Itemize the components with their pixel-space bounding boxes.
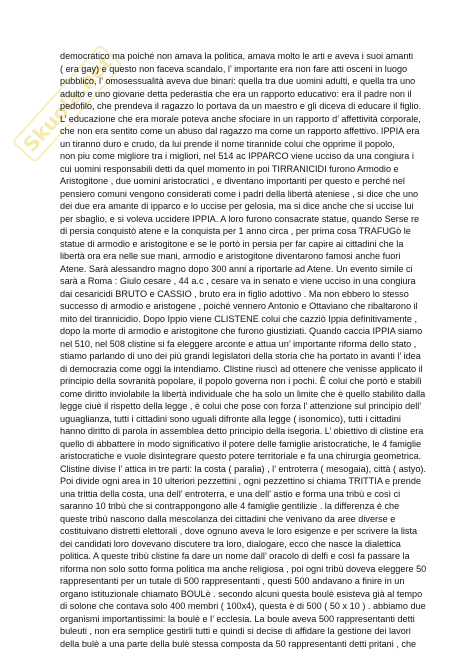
text-line: Aristogitone , due uomini aristocratici , e diventano importanti per questo e perché nel <box>60 176 405 186</box>
text-line: pubblico, l’ omosessualità aveva due binari: quella tra due uomini adulti, e quella tra uno <box>60 76 416 86</box>
text-line: hanno diritto di parola in assemblea detto principio della isegoria. L’ obiettivo di clistine era <box>60 426 424 436</box>
text-line: riforma non solo sotto forma politica ma anche religiosa , poi ogni tribù doveva eleggere 50 <box>60 563 427 574</box>
text-line: di democrazia come oggi la intendiamo. Clistine riuscì ad ottenere che venisse applicato il <box>60 363 423 374</box>
text-line: di persia conquistò atene e la conquista per 1 anno circa , per prima cosa TRAFUGò le <box>60 226 411 236</box>
text-line: della bulè a una parte della bulè stessa composta da 50 rappresentanti detti pritani , che <box>60 638 417 649</box>
text-line: sarà a Roma : Giulo cesare , 44 a.c , cesare va in senato e viene ucciso in una congiura <box>60 276 416 286</box>
text-line: dei due era amante di ipparco e lo uccise per gelosia, ma si dice anche che si uccise lui <box>60 201 414 211</box>
text-line: mito del tirannicidio. Dopo Ippio viene CLISTENE colui che cazziò Ippia definitivamente , <box>60 313 418 324</box>
text-line: dei candidati loro dovevano discutere tra loro, dialogare, ecco che nasce la dialettica <box>60 538 401 549</box>
text-line: Poi divide ogni area in 10 ulteriori pezzettini , ogni pezzettino si chiama TRITTIA e prende <box>60 476 421 486</box>
text-line: saranno 10 tribù che si contrappongono alle 4 famiglie gentilizie . la differenza è che <box>60 501 400 511</box>
text-line: costituivano distretti elettorali , dove ognuno aveva le loro esigenze e per scrivere la lista <box>60 526 418 536</box>
text-line: Atene. Sarà alessandro magno dopo 300 anni a riportarle ad Atene. Un evento simile ci <box>60 263 413 274</box>
text-line: adulto e uno giovane detta pederastia che era un rapporto educativo: era il padre non il <box>60 88 412 99</box>
text-line: L’ educazione che era morale poteva anche sfociare in un rapporto d’ affettività corporale, <box>60 113 421 124</box>
text-line: per sbaglio, e si voleva uccidere IPPIA. A loro furono consacrate statue, quando Serse re <box>60 213 420 224</box>
text-line: nel 510, nel 508 clistine si fa eleggere arconte e attua un’ importante riforma dello stato , <box>60 338 417 349</box>
text-line: rappresentanti per un tutale di 500 rappresentanti , questi 500 andavano a finire in un <box>60 576 405 586</box>
text-line: quello di abbattere in modo significativo il potere delle famiglie aristocratiche, le 4 famiglie <box>60 438 422 449</box>
text-line: uguaglianza, tutti i cittadini sono uguali difronte alla legge ( isonomico), tutti i cittadini <box>60 413 401 424</box>
svg-text:Skuola.net: Skuola.net <box>18 50 117 157</box>
text-line: cui uomini responsabili detti da quel momento in poi TIRRANICIDI furono Armodio e <box>60 163 399 174</box>
text-line: dopo la morte di armodio e aristogitone che furono giustiziati. Quando caccia IPPIA siamo <box>60 326 423 336</box>
text-line: statue di armodio e aristogitone e se le portò in persia per far capire ai cittadini che la <box>60 238 404 249</box>
text-line: di solone che contava solo 400 membri ( 100x4), questa è di 500 ( 50 x 10 ) . abbiamo due <box>60 601 426 611</box>
text-line: organo istituzionale chiamato BOULè . secondo alcuni questa boulè esisteva già al tempo <box>60 588 423 599</box>
text-line: ( era gay) e questo non faceva scandalo, l’ importante era non fare atti osceni in luogo <box>60 63 408 74</box>
text-line: un tiranno duro e crudo, da lui prende il nome tirannide colui che opprime il popolo, <box>60 138 395 149</box>
text-line: buleuti , non era semplice gestirli tutti e quindi si decise di affidare la gestione dei lavori <box>60 626 411 636</box>
text-line: pedofilo, che prendeva il ragazzo lo portava da un maestro e gli diceva di educare il figlio. <box>60 101 422 111</box>
text-line: queste tribù nascono dalla mescolanza dei cittadini che venivano da aree diverse e <box>60 513 396 524</box>
text-line: dai cesaricidi BRUTO e CASSIO , bruto era in figlio adottivo . Ma non ebbero lo stesso <box>60 288 409 299</box>
text-line: organismi importantissimi: la boulè e l’ ecclesia. La boule aveva 500 rappresentanti detti <box>60 613 415 624</box>
text-line: una trittia della costa, una dell’ entroterra, e una dell’ astio e forma una tribù e così ci <box>60 488 401 499</box>
text-line: come diritto inviolabile la libertà individuale che ha solo un limite che è quello stabilito dalla <box>60 388 426 399</box>
text-line: non piu come migliore tra i migliori, nel 514 ac IPPARCO viene ucciso da una congiura i <box>60 151 414 161</box>
text-line: democratico ma poiché non amava la politica, amava molto le arti e aveva i suoi amanti <box>60 51 414 61</box>
text-line: pensiero comuni vengono considerati come i padri della libertà ateniese , si dice che uno <box>60 188 419 199</box>
text-line: principio della sovranità popolare, il popolo governa non i pochi. È colui che portò e stabilì <box>60 376 422 386</box>
text-line: che non era sentito come un abuso dal ragazzo ma come un rapporto affettivo. IPPIA era <box>60 126 420 136</box>
text-line: aristocratiche e vuole disintegrare questo potere territoriale e fa una chirurgia geometrica. <box>60 451 422 461</box>
text-line: libertà ora era nelle sue mani, armodio e aristogitone diventarono famosi anche fuori <box>60 251 401 261</box>
text-line: successo di armodio e aristogene , poiché vennero Antonio e Ottaviano che ribaltarono il <box>60 301 418 311</box>
text-line: stiamo parlando di uno dei più grandi legislatori della storia che ha portato in avanti l’ idea <box>60 351 421 361</box>
text-line: Clistine divise l’ attica in tre parti: la costa ( paralia) , l’ entroterra ( mesogaia), città ( astyo). <box>60 463 426 474</box>
text-line: politica. A queste tribù clistine fa dare un nome dall’ oracolo di delfi e così fa passare la <box>60 551 410 561</box>
text-line: legge ciuè il rispetto della legge , è colui che pose con forza l’ attenzione sul principio dell’ <box>60 401 422 411</box>
document-body-text <box>60 50 448 650</box>
